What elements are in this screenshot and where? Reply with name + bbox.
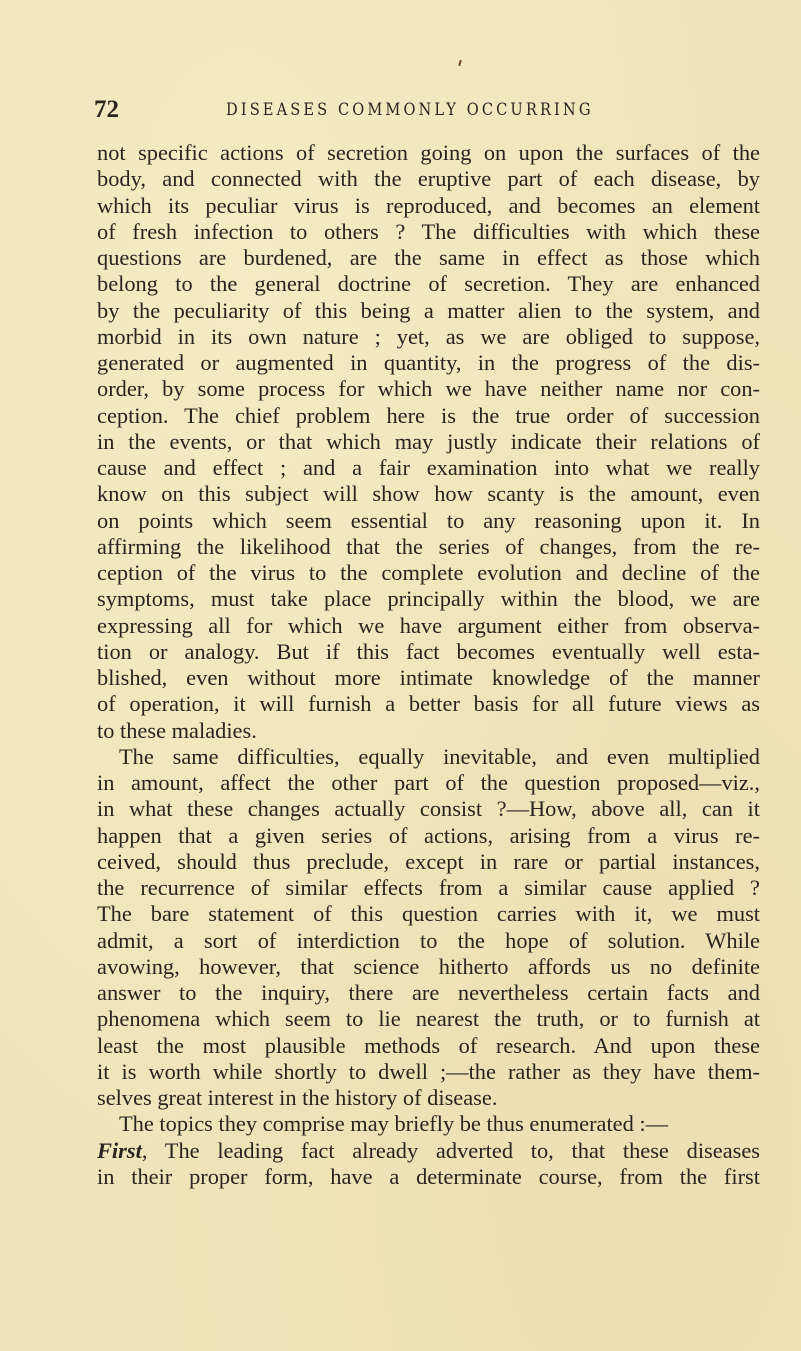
text-line: symptoms, must take place principally within the blood, we are bbox=[97, 586, 760, 612]
text-line: the recurrence of similar effects from a similar cause applied ? bbox=[97, 875, 760, 900]
text-line: ceived, should thus preclude, except in rare or partial instances, bbox=[97, 848, 760, 874]
text-line: order, by some process for which we have neither name nor con- bbox=[97, 376, 760, 402]
text-line: blished, even without more intimate knowledge of the manner bbox=[97, 665, 760, 690]
text-line: tion or analogy. But if this fact becomes eventually well esta- bbox=[97, 638, 760, 664]
text-line: of operation, it will furnish a better basis for all future views as bbox=[97, 691, 760, 717]
text-line: by the peculiarity of this being a matter alien to the system, and bbox=[97, 297, 760, 323]
text-line: ception of the virus to the complete evolution and decline of the bbox=[97, 560, 760, 585]
text-line: answer to the inquiry, there are nevertheless certain facts and bbox=[97, 980, 760, 1005]
running-head bbox=[94, 96, 754, 126]
text-line bbox=[97, 1138, 760, 1164]
text-line: it is worth while shortly to dwell ;—the rather as they have them- bbox=[97, 1058, 760, 1084]
paragraph-end-line: to these maladies. bbox=[97, 717, 257, 743]
text-line: admit, a sort of interdiction to the hope of solution. While bbox=[97, 927, 760, 953]
text-line: which its peculiar virus is reproduced, and becomes an element bbox=[97, 192, 760, 218]
text-line: in the events, or that which may justly indicate their relations of bbox=[97, 428, 760, 454]
text-line: affirming the likelihood that the series of changes, from the re- bbox=[97, 533, 760, 559]
text-line: not specific actions of secretion going on upon the surfaces of the bbox=[97, 140, 760, 165]
text-line: least the most plausible methods of research. And upon these bbox=[97, 1032, 760, 1058]
text-line-rest: , The leading fact already adverted to, that these diseases bbox=[141, 1137, 760, 1163]
text-line: expressing all for which we have argument either from observa- bbox=[97, 612, 760, 638]
text-line: in their proper form, have a determinate course, from the first bbox=[97, 1163, 760, 1189]
running-title: DISEASES COMMONLY OCCURRING bbox=[226, 100, 594, 120]
text-line: body, and connected with the eruptive part of each disease, by bbox=[97, 166, 760, 192]
text-line: know on this subject will show how scanty is the amount, even bbox=[97, 481, 760, 507]
text-line: cause and effect ; and a fair examination into what we really bbox=[97, 455, 760, 480]
page-number: 72 bbox=[94, 96, 119, 123]
text-line: avowing, however, that science hitherto affords us no definite bbox=[97, 953, 760, 979]
enumeration-label: First bbox=[97, 1137, 142, 1163]
text-line: of fresh infection to others ? The difficulties with which these bbox=[97, 218, 760, 244]
text-line: belong to the general doctrine of secretion. They are enhanced bbox=[97, 271, 760, 297]
text-line: phenomena which seem to lie nearest the truth, or to furnish at bbox=[97, 1006, 760, 1032]
text-line: The bare statement of this question carries with it, we must bbox=[97, 901, 760, 927]
text-line: morbid in its own nature ; yet, as we are obliged to suppose, bbox=[97, 323, 760, 349]
text-line: generated or augmented in quantity, in the progress of the dis- bbox=[97, 350, 760, 375]
text-line: happen that a given series of actions, arising from a virus re- bbox=[97, 822, 760, 848]
body-text bbox=[97, 140, 760, 1190]
paragraph-start-line: The same difficulties, equally inevitable, and even multiplied bbox=[119, 743, 760, 769]
paragraph-start-line: The topics they comprise may briefly be thus enumerated :— bbox=[119, 1111, 669, 1137]
text-line: questions are burdened, are the same in effect as those which bbox=[97, 245, 760, 270]
text-line: in amount, affect the other part of the question proposed—viz., bbox=[97, 770, 760, 795]
paragraph-end-line: selves great interest in the history of disease. bbox=[97, 1085, 498, 1110]
paper-blemish bbox=[458, 60, 461, 66]
text-line: on points which seem essential to any reasoning upon it. In bbox=[97, 507, 760, 533]
text-line: in what these changes actually consist ?—How, above all, can it bbox=[97, 796, 760, 822]
text-line: ception. The chief problem here is the true order of succession bbox=[97, 402, 760, 428]
